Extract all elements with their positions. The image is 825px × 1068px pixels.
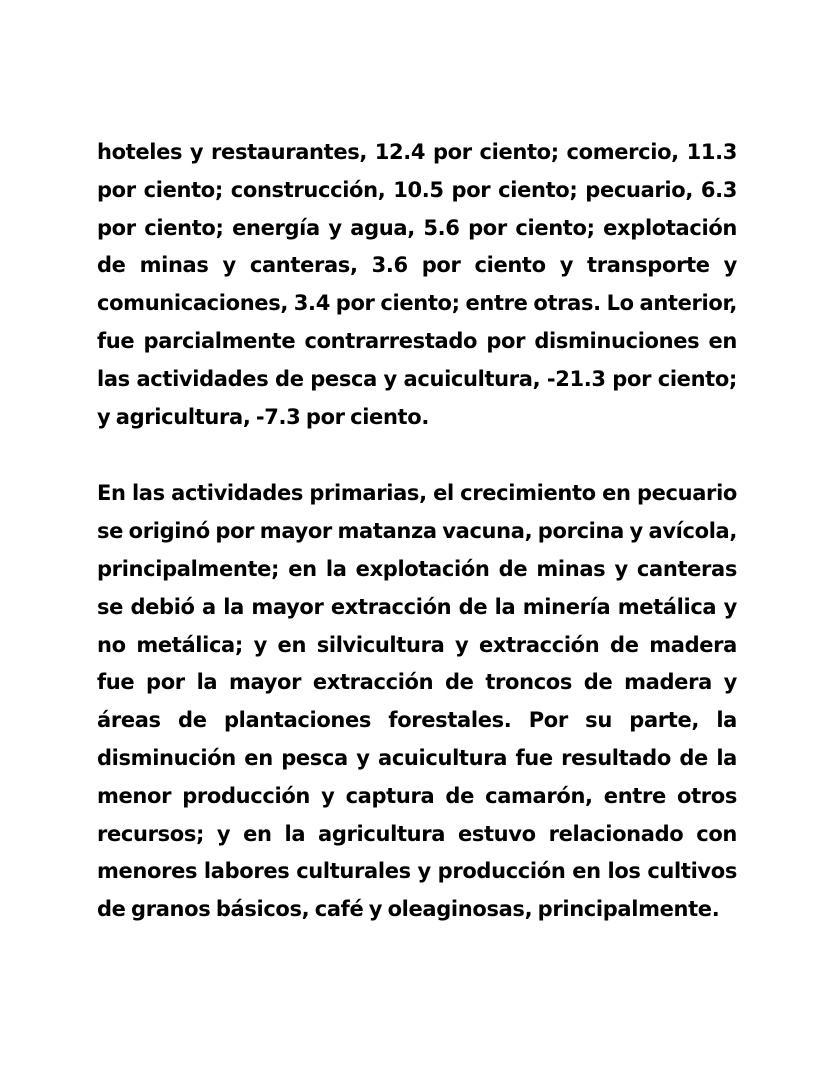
document-page — [97, 134, 737, 929]
paragraph-sector-growth: hoteles y restaurantes, 12.4 por ciento; comercio, 11.3 por ciento; construcción, 10.5 por ciento; pecuario, 6.3 por ciento; energía y agua, 5.6 por ciento; explotación de minas y canteras, 3.6 por ciento y transporte y comunicaciones, 3.4 por ciento; entre otras. Lo anterior, fue parcialmente contrarrestado por disminuciones en las actividades de pesca y acuicultura, -21.3 por ciento; y agricultura, -7.3 por ciento. — [97, 140, 737, 429]
paragraph-primary-activities: En las actividades primarias, el crecimiento en pecuario se originó por mayor matanza vacuna, porcina y avícola, principalmente; en la explotación de minas y canteras se debió a la mayor extracción de la minería metálica y no metálica; y en silvicultura y extracción de madera fue por la mayor extracción de troncos de madera y áreas de plantaciones forestales. Por su parte, la disminución en pesca y acuicultura fue resultado de la menor producción y captura de camarón, entre otros recursos; y en la agricultura estuvo relacionado con menores labores culturales y producción en los cultivos de granos básicos, café y oleaginosas, principalmente. — [97, 481, 737, 922]
